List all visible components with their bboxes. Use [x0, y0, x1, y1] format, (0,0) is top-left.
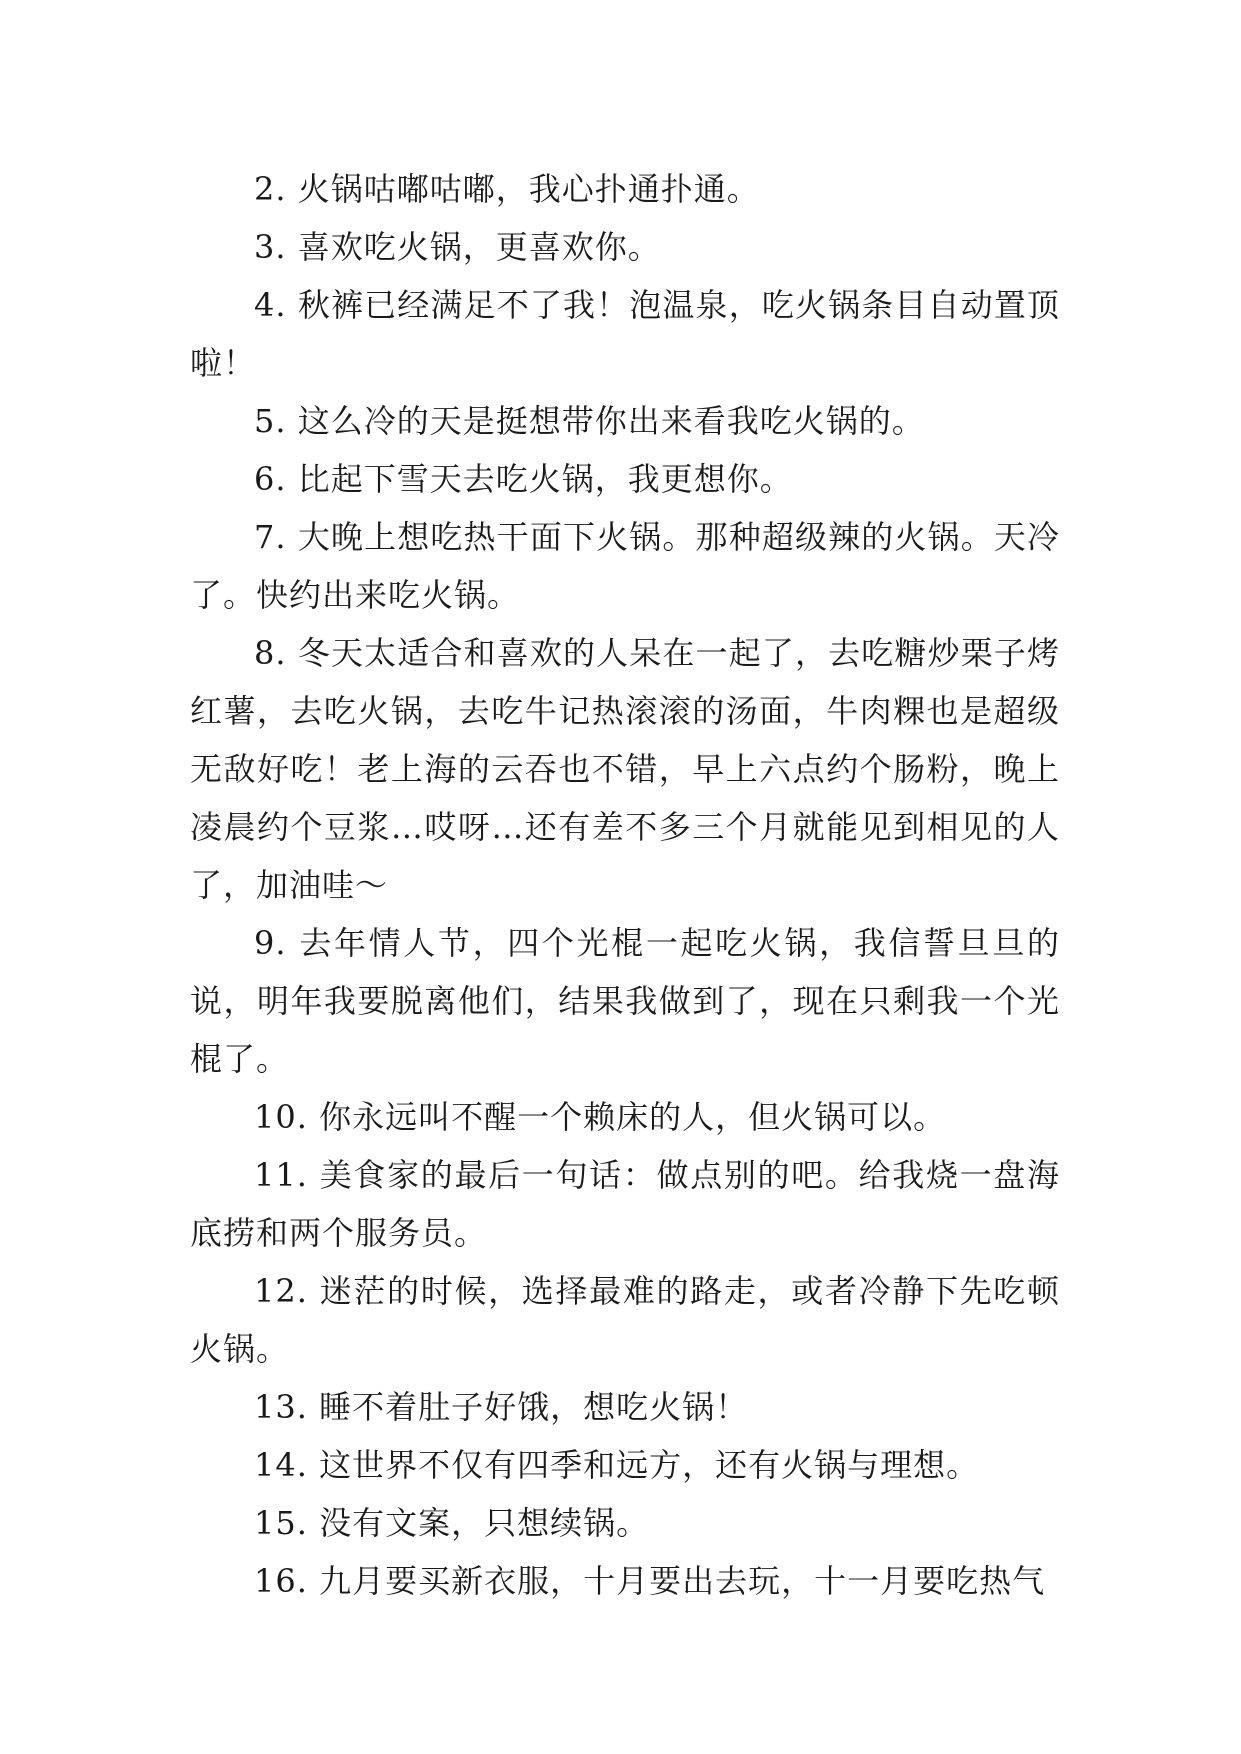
paragraph: 15. 没有文案，只想续锅。 [254, 1504, 650, 1542]
document-body [190, 160, 1060, 1610]
paragraph: 11. 美食家的最后一句话：做点别的吧。给我烧一盘海底捞和两个服务员。 [190, 1156, 1060, 1252]
paragraph: 9. 去年情人节，四个光棍一起吃火锅，我信誓旦旦的说，明年我要脱离他们，结果我做到了，现在只剩我一个光棍了。 [190, 924, 1060, 1078]
paragraph: 7. 大晚上想吃热干面下火锅。那种超级辣的火锅。天冷了。快约出来吃火锅。 [190, 518, 1060, 614]
paragraph: 5. 这么冷的天是挺想带你出来看我吃火锅的。 [254, 402, 925, 440]
paragraph: 4. 秋裤已经满足不了我！泡温泉，吃火锅条目自动置顶啦！ [190, 286, 1060, 382]
paragraph: 14. 这世界不仅有四季和远方，还有火锅与理想。 [254, 1446, 980, 1484]
paragraph: 10. 你永远叫不醒一个赖床的人，但火锅可以。 [254, 1098, 947, 1136]
paragraph: 8. 冬天太适合和喜欢的人呆在一起了，去吃糖炒栗子烤红薯，去吃火锅，去吃牛记热滚滚的汤面，牛肉粿也是超级无敌好吃！老上海的云吞也不错，早上六点约个肠粉，晚上凌晨约个豆浆…哎呀…还有差不多三个月就能见到相见的人了，加油哇～ [190, 634, 1060, 904]
paragraph: 16. 九月要买新衣服，十月要出去玩，十一月要吃热气 [254, 1562, 1046, 1600]
paragraph: 2. 火锅咕嘟咕嘟，我心扑通扑通。 [254, 170, 760, 208]
paragraph: 6. 比起下雪天去吃火锅，我更想你。 [254, 460, 793, 498]
paragraph: 13. 睡不着肚子好饿，想吃火锅！ [254, 1388, 749, 1426]
paragraph: 3. 喜欢吃火锅，更喜欢你。 [254, 228, 661, 266]
paragraph: 12. 迷茫的时候，选择最难的路走，或者冷静下先吃顿火锅。 [190, 1272, 1060, 1368]
